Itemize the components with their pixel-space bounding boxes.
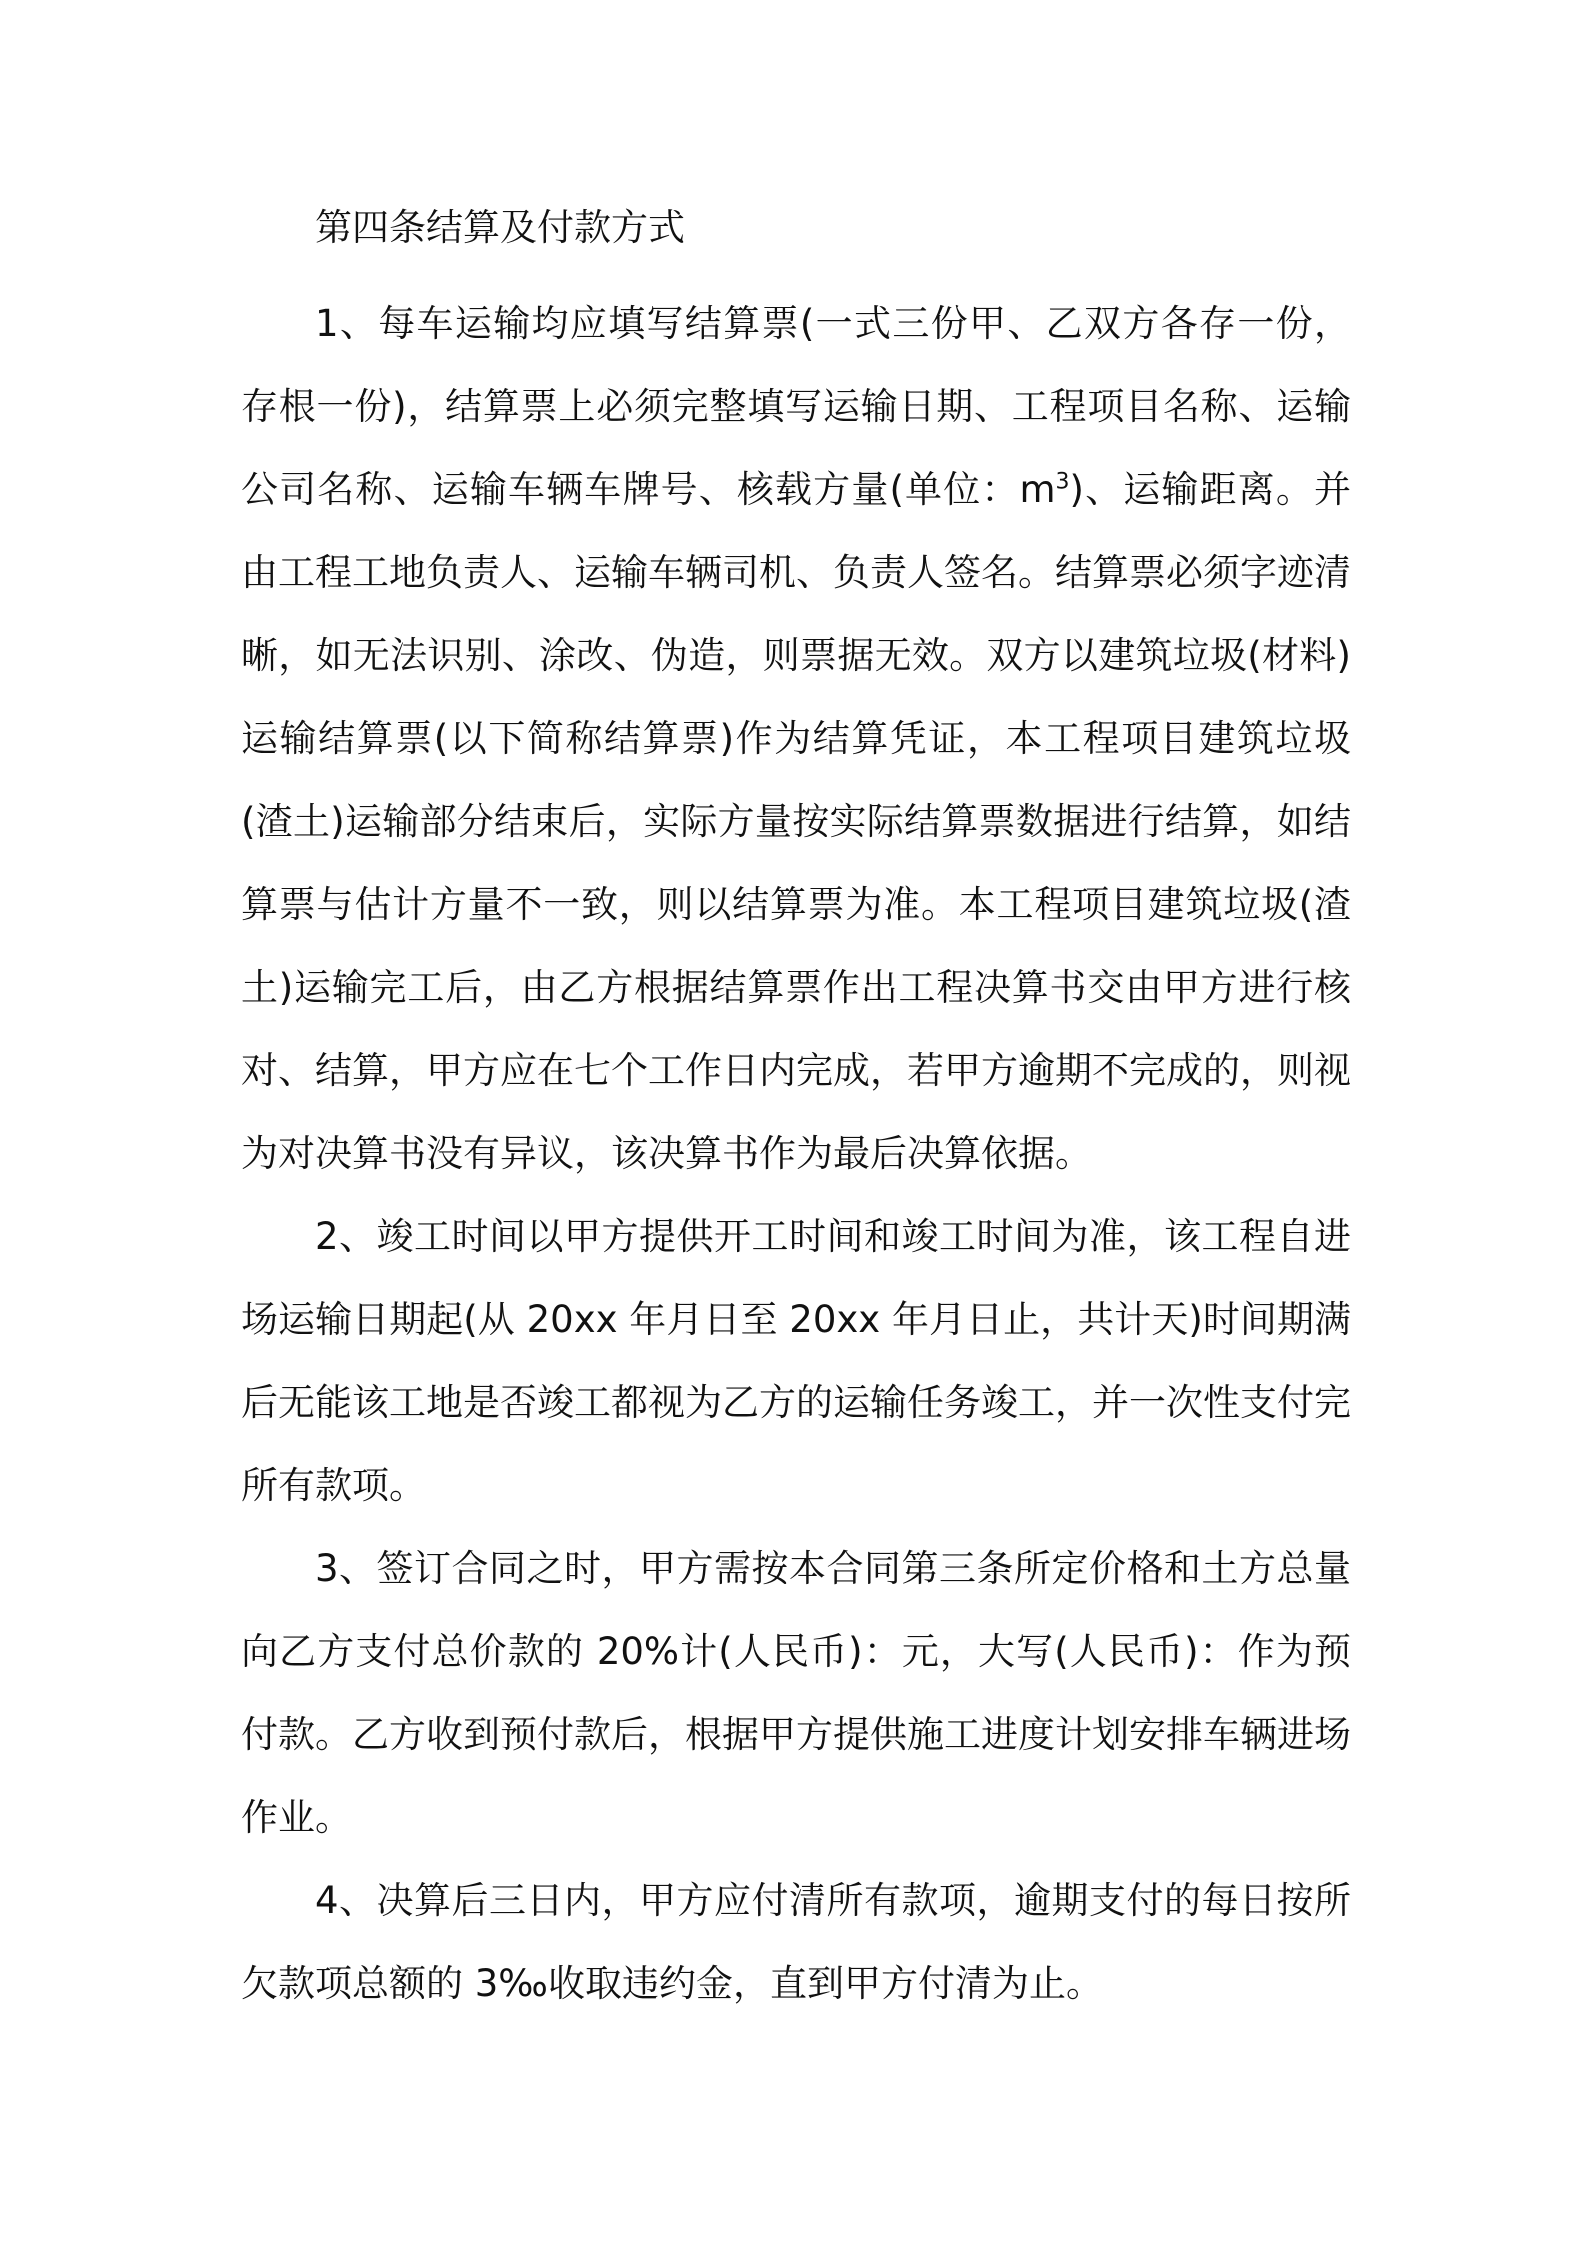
section-heading: 第四条结算及付款方式 [315,206,685,249]
paragraph-1-text-a: 1、每车运输均应填写结算票(一式三份甲、乙双方各存一份，存根一份)，结算票上必须完整填写运输日期、工程项目名称、运输公司名称、运输车辆车牌号、核载方量(单位：m [241,302,1351,511]
document-body [241,200,1351,2025]
paragraph-1-text-b: )、运输距离。并由工程工地负责人、运输车辆司机、负责人签名。结算票必须字迹清晰，如无法识别、涂改、伪造，则票据无效。双方以建筑垃圾(材料)运输结算票(以下简称结算票)作为结算凭证，本工程项目建筑垃圾(渣土)运输部分结束后，实际方量按实际结算票数据进行结算，如结算票与估计方量不一致，则以结算票为准。本工程项目建筑垃圾(渣土)运输完工后，由乙方根据结算票作出工程决算书交由甲方进行核对、结算，甲方应在七个工作日内完成，若甲方逾期不完成的，则视为对决算书没有异议，该决算书作为最后决算依据。 [241,468,1352,1175]
paragraph-2: 2、竣工时间以甲方提供开工时间和竣工时间为准，该工程自进场运输日期起(从 20xx 年月日至 20xx 年月日止，共计天)时间期满后无能该工地是否竣工都视为乙方的运输任务竣工，并一次性支付完所有款项。 [241,1215,1351,1507]
paragraph-4: 4、决算后三日内，甲方应付清所有款项，逾期支付的每日按所欠款项总额的 3‰收取违约金，直到甲方付清为止。 [241,1879,1351,2005]
paragraph-1 [241,282,1351,1195]
superscript-3: 3 [1055,469,1070,495]
paragraph-3: 3、签订合同之时，甲方需按本合同第三条所定价格和土方总量向乙方支付总价款的 20%计(人民币)：元，大写(人民币)：作为预付款。乙方收到预付款后，根据甲方提供施工进度计划安排车辆进场作业。 [241,1547,1351,1839]
